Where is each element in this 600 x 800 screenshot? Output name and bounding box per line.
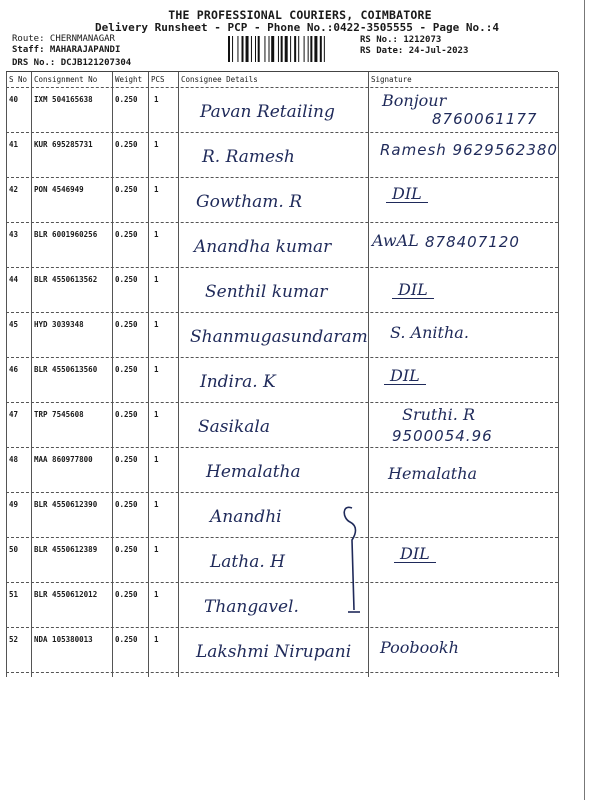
row-signature-phone: 9500054.96 <box>392 427 493 445</box>
row-divider <box>6 402 558 403</box>
row-signature: AwAL <box>372 231 419 250</box>
row-pcs: 1 <box>154 500 159 509</box>
row-pcs: 1 <box>154 275 159 284</box>
row-divider <box>6 672 558 673</box>
row-consignee-name: Anandha kumar <box>194 237 332 257</box>
header-top-rule <box>6 71 558 72</box>
row-consignee-name: R. Ramesh <box>202 147 295 167</box>
row-weight: 0.250 <box>115 320 138 329</box>
row-pcs: 1 <box>154 185 159 194</box>
row-signature-dil: DIL <box>394 546 436 563</box>
drs-number: DRS No.: DCJB121207304 <box>12 58 132 68</box>
header-bottom-rule <box>6 87 558 88</box>
row-divider <box>6 177 558 178</box>
row-sno: 46 <box>9 365 19 374</box>
row-sno: 42 <box>9 185 19 194</box>
row-weight: 0.250 <box>115 590 138 599</box>
row-consignment-no: BLR 4550613562 <box>34 275 98 284</box>
bracket-mark <box>338 500 368 620</box>
row-pcs: 1 <box>154 545 159 554</box>
row-signature: S. Anitha. <box>390 323 469 342</box>
row-consignment-no: KUR 695285731 <box>34 140 93 149</box>
row-signature-dil: DIL <box>384 368 426 385</box>
row-pcs: 1 <box>154 95 159 104</box>
staff-label: Staff: MAHARAJAPANDI <box>12 45 121 55</box>
row-weight: 0.250 <box>115 95 138 104</box>
row-consignment-no: PON 4546949 <box>34 185 84 194</box>
row-signature: Ramesh 9629562380 <box>380 141 558 159</box>
row-divider <box>6 312 558 313</box>
row-consignment-no: BLR 6001960256 <box>34 230 98 239</box>
row-sno: 43 <box>9 230 19 239</box>
row-signature-dil: DIL <box>386 186 428 203</box>
col-consignment: Consignment No <box>34 75 98 84</box>
row-sno: 48 <box>9 455 19 464</box>
row-sno: 40 <box>9 95 19 104</box>
row-pcs: 1 <box>154 590 159 599</box>
row-sno: 52 <box>9 635 19 644</box>
rs-number: RS No.: 1212073 <box>360 35 442 45</box>
row-consignment-no: BLR 4550612012 <box>34 590 98 599</box>
row-sno: 44 <box>9 275 19 284</box>
row-weight: 0.250 <box>115 365 138 374</box>
row-consignment-no: BLR 4550612389 <box>34 545 98 554</box>
row-sno: 45 <box>9 320 19 329</box>
row-divider <box>6 222 558 223</box>
row-weight: 0.250 <box>115 545 138 554</box>
row-weight: 0.250 <box>115 635 138 644</box>
row-consignee-name: Thangavel. <box>204 597 299 617</box>
row-pcs: 1 <box>154 140 159 149</box>
route-label: Route: CHERNMANAGAR <box>12 34 115 44</box>
row-sno: 47 <box>9 410 19 419</box>
row-pcs: 1 <box>154 230 159 239</box>
row-signature-phone: 8760061177 <box>432 110 538 128</box>
row-consignee-name: Sasikala <box>198 417 270 437</box>
row-consignment-no: MAA 860977800 <box>34 455 93 464</box>
col-consignee: Consignee Details <box>181 75 258 84</box>
row-pcs: 1 <box>154 410 159 419</box>
row-divider <box>6 357 558 358</box>
row-pcs: 1 <box>154 455 159 464</box>
row-pcs: 1 <box>154 635 159 644</box>
row-divider <box>6 627 558 628</box>
row-consignee-name: Indira. K <box>200 372 276 392</box>
row-weight: 0.250 <box>115 140 138 149</box>
row-consignment-no: BLR 4550613560 <box>34 365 98 374</box>
col-weight: Weight <box>115 75 143 84</box>
barcode-image <box>228 36 353 62</box>
row-divider <box>6 267 558 268</box>
row-consignee-name: Lakshmi Nirupani <box>196 642 352 662</box>
row-signature: Sruthi. R <box>402 405 475 424</box>
row-signature-phone: 878407120 <box>425 233 520 251</box>
row-consignee-name: Pavan Retailing <box>200 102 335 122</box>
document-title: THE PROFESSIONAL COURIERS, COIMBATORE <box>168 8 432 22</box>
row-consignment-no: BLR 4550612390 <box>34 500 98 509</box>
row-weight: 0.250 <box>115 500 138 509</box>
row-sno: 50 <box>9 545 19 554</box>
col-sno: S No <box>9 75 28 84</box>
col-signature: Signature <box>371 75 412 84</box>
row-divider <box>6 582 558 583</box>
row-sno: 51 <box>9 590 19 599</box>
row-weight: 0.250 <box>115 455 138 464</box>
row-pcs: 1 <box>154 320 159 329</box>
row-signature-dil: DIL <box>392 282 434 299</box>
row-signature: Bonjour <box>382 91 447 110</box>
row-divider <box>6 537 558 538</box>
row-consignee-name: Hemalatha <box>206 462 301 482</box>
row-consignee-name: Anandhi <box>210 507 282 527</box>
scan-edge <box>584 0 585 800</box>
row-sno: 49 <box>9 500 19 509</box>
row-sno: 41 <box>9 140 19 149</box>
rs-date: RS Date: 24-Jul-2023 <box>360 46 469 56</box>
row-signature: Hemalatha <box>388 464 478 483</box>
row-pcs: 1 <box>154 365 159 374</box>
row-weight: 0.250 <box>115 185 138 194</box>
document-subtitle: Delivery Runsheet - PCP - Phone No.:0422-3505555 - Page No.:4 <box>95 21 499 34</box>
row-divider <box>6 492 558 493</box>
row-weight: 0.250 <box>115 275 138 284</box>
row-consignee-name: Latha. H <box>210 552 285 572</box>
row-consignment-no: IXM 504165638 <box>34 95 93 104</box>
col-pcs: PCS <box>151 75 165 84</box>
row-divider <box>6 132 558 133</box>
row-consignee-name: Shanmugasundaram <box>190 327 368 347</box>
row-weight: 0.250 <box>115 410 138 419</box>
row-consignment-no: NDA 105380013 <box>34 635 93 644</box>
row-consignee-name: Gowtham. R <box>196 192 303 212</box>
row-consignment-no: HYD 3039348 <box>34 320 84 329</box>
row-divider <box>6 447 558 448</box>
row-weight: 0.250 <box>115 230 138 239</box>
row-consignee-name: Senthil kumar <box>205 282 328 302</box>
row-signature: Poobookh <box>380 638 459 657</box>
row-consignment-no: TRP 7545608 <box>34 410 84 419</box>
